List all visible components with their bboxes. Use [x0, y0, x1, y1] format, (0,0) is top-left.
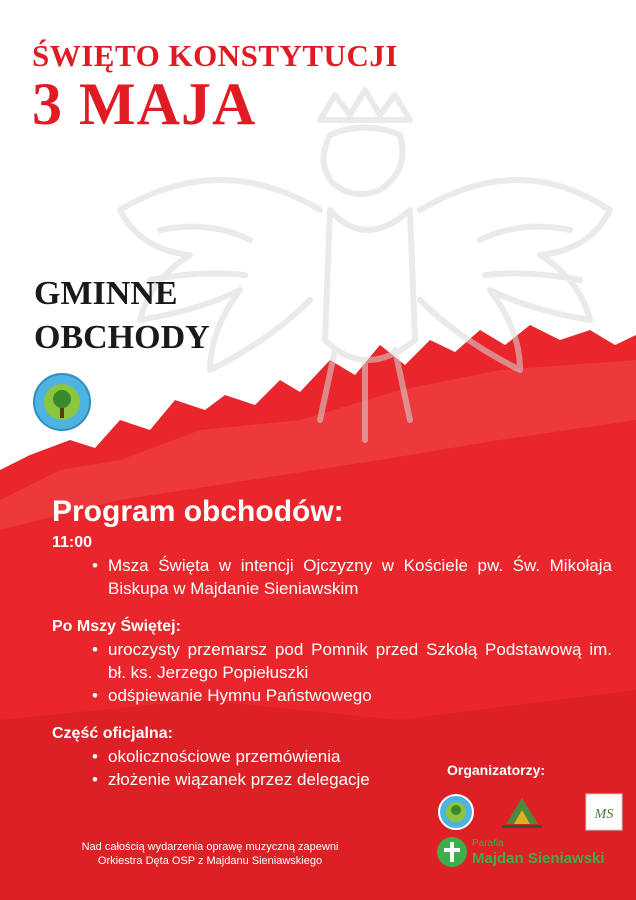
- parish-label-small: Parafia: [472, 838, 504, 849]
- bullet-list: [52, 638, 612, 707]
- parish-cross-icon: [436, 836, 468, 868]
- list-item: • Msza Święta w intencji Ojczyzny w Kościele pw. Św. Mikołaja Biskupa w Majdanie Sieniawskim: [92, 554, 612, 600]
- list-item: • okolicznościowe przemówienia: [92, 745, 612, 768]
- bullet-list: [52, 554, 612, 600]
- gmina-logo-icon: [32, 372, 92, 432]
- organizer-logos: [436, 792, 626, 832]
- school-logo-icon: [502, 798, 542, 828]
- program-section-1100: [52, 532, 612, 600]
- footer-note: [40, 840, 380, 868]
- program-section-official: [52, 723, 612, 791]
- program-section-after-mass: [52, 616, 612, 707]
- subtitle: [34, 272, 210, 360]
- organizers-label: Organizatorzy:: [447, 762, 546, 778]
- svg-text:MS: MS: [594, 807, 614, 822]
- subtitle-line2: OBCHODY: [34, 319, 210, 356]
- list-item: • złożenie wiązanek przez delegacje: [92, 768, 612, 791]
- title-line2: 3 MAJA: [32, 71, 257, 137]
- list-item: • uroczysty przemarsz pod Pomnik przed Szkołą Podstawową im. bł. ks. Jerzego Popiełuszki: [92, 638, 612, 684]
- section-label: Po Mszy Świętej:: [52, 618, 181, 635]
- ms-logo-icon: [586, 794, 622, 830]
- parish-logo: [436, 836, 626, 870]
- section-label: Część oficjalna:: [52, 725, 173, 742]
- list-item: • odśpiewanie Hymnu Państwowego: [92, 684, 612, 707]
- parish-label-big: Majdan Sieniawski: [472, 850, 605, 867]
- footer-line2: Orkiestra Dęta OSP z Majdanu Sieniawskiego: [97, 855, 323, 867]
- gmina-logo-icon: [439, 795, 473, 829]
- subtitle-line1: GMINNE: [34, 275, 178, 312]
- program-heading: Program obchodów:: [52, 495, 344, 528]
- program: [52, 494, 612, 791]
- title-line1: ŚWIĘTO KONSTYTUCJI: [32, 38, 398, 73]
- section-label: 11:00: [52, 534, 93, 551]
- footer-line1: Nad całością wydarzenia oprawę muzyczną zapewni: [81, 841, 339, 853]
